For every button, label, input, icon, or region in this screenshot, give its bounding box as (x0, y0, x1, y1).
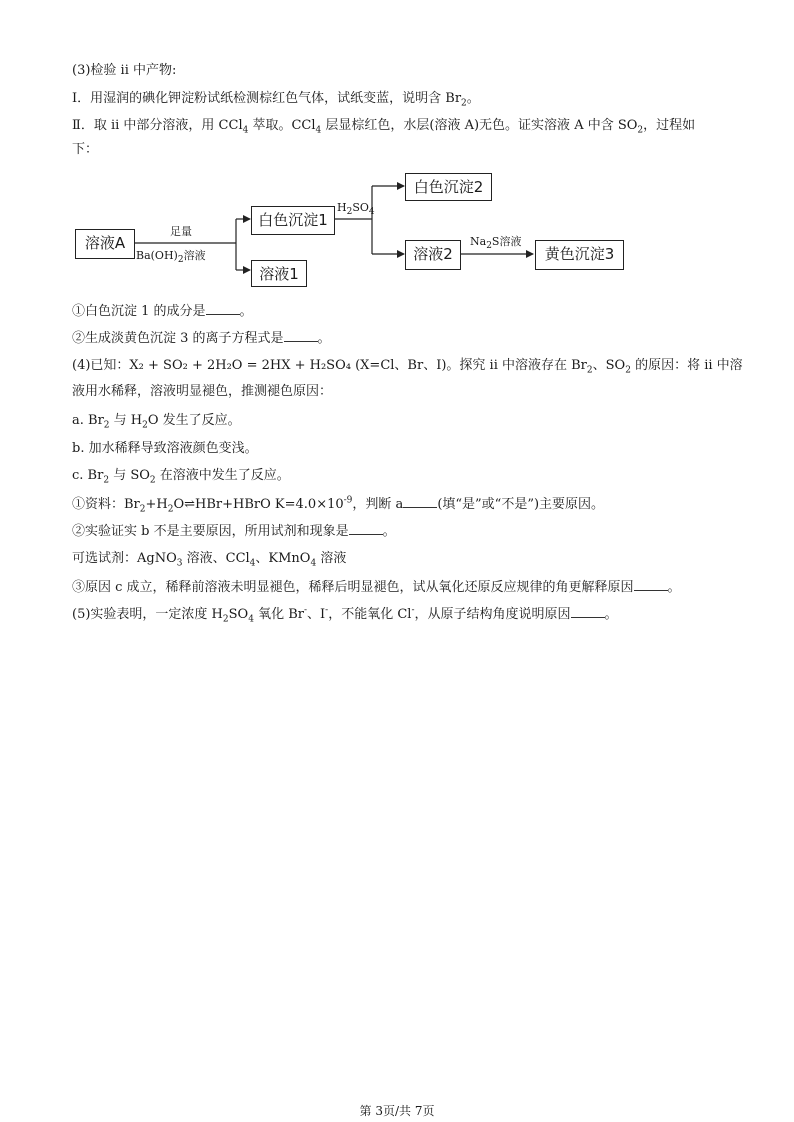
q3-item-i: Ⅰ．用湿润的碘化钾淀粉试纸检测棕红色气体，试纸变蓝，说明含 $Br_2$。 (72, 91, 480, 109)
box-solution-1: 溶液1 (251, 260, 307, 287)
box-solution-2: 溶液2 (405, 240, 461, 270)
page-footer: 第 3页/共 7页 (359, 1104, 435, 1118)
q4-intro-continued: 液用水稀释，溶液明显褪色，推测褪色原因： (72, 384, 333, 399)
answer-blank (403, 495, 437, 508)
q5: (5)实验表明，一定浓度 $H_2SO_4$ 氧化 Br-、I-，不能氧化 Cl-，从原子结构角度说明原因 。 (72, 605, 618, 625)
q3-item-ii-continued: 下： (72, 142, 99, 157)
q4-sub1: ①资料：$Br_2+H_2O\rightleftharpoons HBr+HBrO$ $K=4.0\times 10^{-9}$，判断 a (填“是”或“不是”)主要原因。 (72, 495, 605, 515)
q3-item-ii: Ⅱ．取 ii 中部分溶液，用 CCl$_4$ 萃取。CCl$_4$ 层显棕红色，水层(溶液 A)无色。证实溶液 A 中含 $SO_2$，过程如 (72, 118, 696, 136)
q4-sub3: ③原因 c 成立，稀释前溶液未明显褪色，稀释后明显褪色，试从氧化还原反应规律的角更解释原因 。 (72, 580, 681, 595)
equation: X₂ + SO₂ + 2H₂O = 2HX + H₂SO₄ (129, 358, 351, 373)
label-na2s-solution: $Na_2S$溶液 (470, 235, 522, 252)
q4-sub2: ②实验证实 b 不是主要原因，所用试剂和现象是 。 (72, 524, 396, 539)
answer-blank (284, 329, 318, 342)
q4-intro: (4)已知：X₂ + SO₂ + 2H₂O = 2HX + H₂SO₄ (X=Cl、Br、I)。探究 ii 中溶液存在 $Br_2$、$SO_2$ 的原因：将 ii 中溶 (72, 358, 743, 376)
label-h2so4: $H_2SO_4$ (337, 201, 375, 218)
optional-reagents: 可选试剂：AgNO$_3$ 溶液、CCl$_4$、KMnO$_4$ 溶液 (72, 551, 347, 569)
answer-blank (206, 302, 240, 315)
answer-blank (571, 605, 605, 618)
q3-heading: (3)检验 ii 中产物: (72, 63, 177, 78)
label-excess: 足量 (170, 225, 192, 238)
option-a: a. $Br_2$ 与 $H_2O$ 发生了反应。 (72, 413, 241, 431)
box-white-precipitate-1: 白色沉淀1 (251, 206, 335, 235)
option-b: b. 加水稀释导致溶液颜色变浅。 (72, 441, 258, 456)
box-white-precipitate-2: 白色沉淀2 (405, 173, 492, 201)
box-yellow-precipitate-3: 黄色沉淀3 (535, 240, 624, 270)
answer-blank (349, 522, 383, 535)
option-c: c. $Br_2$ 与 $SO_2$ 在溶液中发生了反应。 (72, 468, 290, 486)
label-baoh2-solution: $Ba(OH)_2$溶液 (136, 249, 206, 266)
q3-sub1: ①白色沉淀 1 的成分是 。 (72, 304, 253, 319)
q3-sub2: ②生成淡黄色沉淀 3 的离子方程式是 。 (72, 331, 331, 346)
answer-blank (634, 578, 668, 591)
box-solution-a: 溶液A (75, 229, 135, 259)
